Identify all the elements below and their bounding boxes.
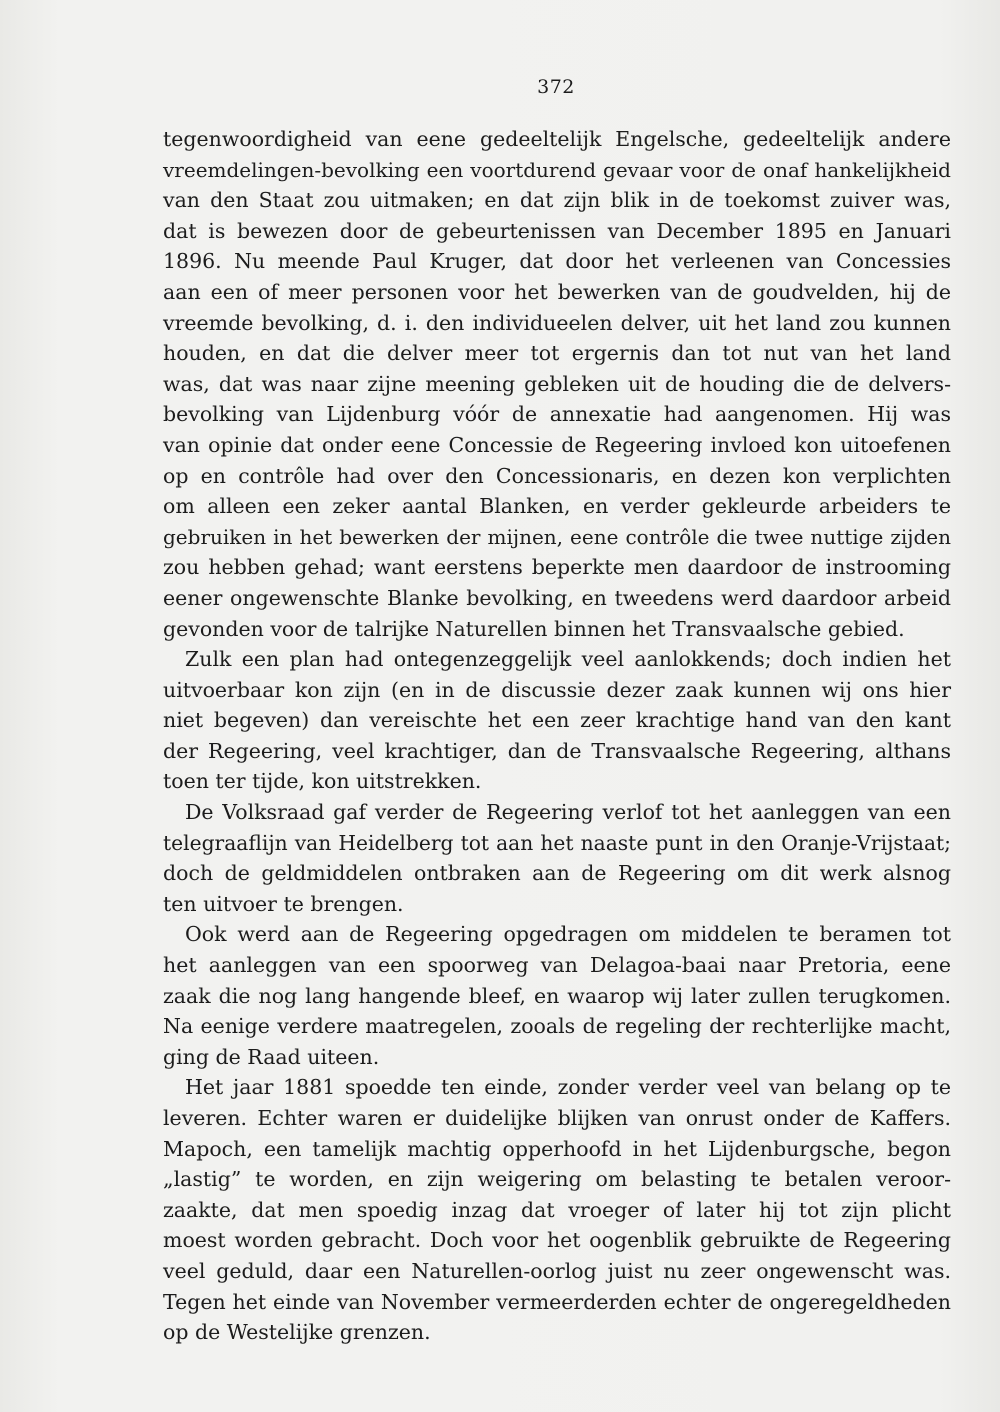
text-line: het aanleggen van een spoorweg van Delagoa-baai naar Pretoria, eene	[163, 953, 951, 978]
text-line: Mapoch, een tamelijk machtig opperhoofd in het Lijdenburgsche, begon	[163, 1136, 951, 1161]
text-line: Het jaar 1881 spoedde ten einde, zonder verder veel van belang op te	[185, 1075, 951, 1100]
text-line: zaak die nog lang hangende bleef, en waarop wij later zullen terugkomen.	[163, 983, 951, 1008]
text-line: doch de geldmiddelen ontbraken aan de Regeering om dit werk alsnog	[163, 861, 951, 886]
text-line: der Regeering, veel krachtiger, dan de Transvaalsche Regeering, althans	[163, 738, 951, 763]
text-line: niet begeven) dan vereischte het een zeer krachtige hand van den kant	[163, 708, 951, 733]
text-line: ten uitvoer te brengen.	[163, 891, 404, 916]
text-line: telegraaflijn van Heidelberg tot aan het naaste punt in den Oranje-Vrijstaat;	[163, 830, 951, 855]
text-line: van den Staat zou uitmaken; en dat zijn blik in de toekomst zuiver was,	[163, 188, 951, 213]
text-line: vreemde bevolking, d. i. den individueelen delver, uit het land zou kunnen	[163, 310, 951, 335]
text-line: gebruiken in het bewerken der mijnen, eene contrôle die twee nuttige zijden	[163, 524, 951, 549]
text-line: dat is bewezen door de gebeurtenissen van December 1895 en Januari	[163, 218, 951, 243]
text-line: ging de Raad uiteen.	[163, 1044, 380, 1069]
text-line: was, dat was naar zijne meening gebleken uit de houding die de delvers-	[163, 371, 951, 396]
text-line: eener ongewenschte Blanke bevolking, en tweedens werd daardoor arbeid	[163, 585, 951, 610]
text-line: veel geduld, daar een Naturellen-oorlog juist nu zeer ongewenscht was.	[163, 1258, 951, 1283]
text-line: Ook werd aan de Regeering opgedragen om middelen te beramen tot	[185, 922, 951, 947]
text-line: uitvoerbaar kon zijn (en in de discussie dezer zaak kunnen wij ons hier	[163, 677, 951, 702]
text-line: om alleen een zeker aantal Blanken, en verder gekleurde arbeiders te	[163, 494, 951, 519]
text-line: aan een of meer personen voor het bewerken van de goudvelden, hij de	[163, 279, 951, 304]
text-line: moest worden gebracht. Doch voor het oogenblik gebruikte de Regeering	[163, 1228, 951, 1253]
text-line: 1896. Nu meende Paul Kruger, dat door het verleenen van Concessies	[163, 249, 951, 274]
text-line: leveren. Echter waren er duidelijke blijken van onrust onder de Kaffers.	[163, 1106, 951, 1130]
text-line: tegenwoordigheid van eene gedeeltelijk Engelsche, gedeeltelijk andere	[163, 127, 951, 151]
text-line: zou hebben gehad; want eerstens beperkte men daardoor de instrooming	[163, 555, 951, 580]
text-line: toen ter tijde, kon uitstrekken.	[163, 769, 482, 794]
text-line: bevolking van Lijdenburg vóór de annexatie had aangenomen. Hij was	[163, 402, 951, 427]
text-line: Tegen het einde van November vermeerderden echter de ongeregeldheden	[163, 1289, 951, 1314]
text-line: op en contrôle had over den Concessionaris, en dezen kon verplichten	[163, 463, 951, 488]
text-line: van opinie dat onder eene Concessie de Regeering invloed kon uitoefenen	[163, 432, 951, 457]
text-line: houden, en dat die delver meer tot ergernis dan tot nut van het land	[163, 341, 951, 366]
text-line: „lastig” te worden, en zijn weigering om belasting te betalen veroor-	[163, 1167, 951, 1192]
text-line: gevonden voor de talrijke Naturellen binnen het Transvaalsche gebied.	[163, 616, 905, 641]
text-line: vreemdelingen-bevolking een voortdurend gevaar voor de onaf hankelijkheid	[163, 157, 951, 182]
text-line: zaakte, dat men spoedig inzag dat vroeger of later hij tot zijn plicht	[163, 1197, 951, 1222]
text-line: De Volksraad gaf verder de Regeering verlof tot het aanleggen van een	[185, 800, 951, 825]
page-number: 372	[537, 76, 575, 98]
body-text	[163, 124, 951, 1348]
text-line: op de Westelijke grenzen.	[163, 1320, 431, 1345]
text-line: Na eenige verdere maatregelen, zooals de regeling der rechterlijke macht,	[163, 1014, 951, 1039]
text-line: Zulk een plan had ontegenzeggelijk veel aanlokkends; doch indien het	[185, 647, 951, 672]
